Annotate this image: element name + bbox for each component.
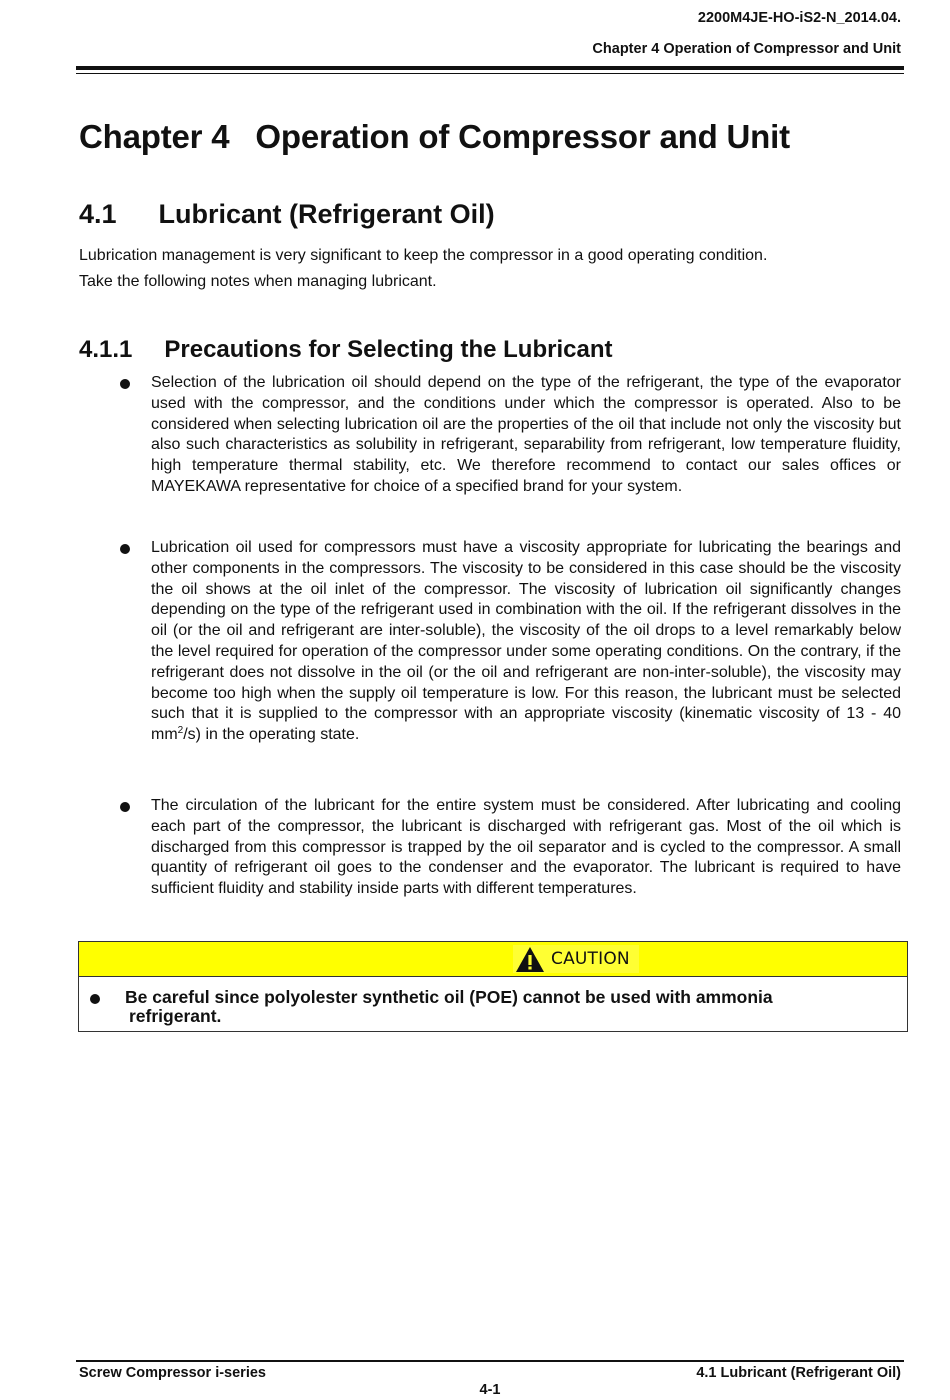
caution-label [513, 945, 639, 973]
header-rule-thick [76, 66, 904, 70]
footer-left: Screw Compressor i-series [79, 1365, 266, 1381]
header-doc-code: 2200M4JE-HO-iS2-N_2014.04. [697, 10, 901, 26]
subsection-title [79, 336, 612, 364]
chapter-number: Chapter 4 [79, 118, 230, 155]
bullet-dot-icon [120, 379, 130, 389]
intro-paragraph: Lubrication management is very significant to keep the compressor in a good operating condition. [79, 247, 768, 264]
bullet-item [151, 373, 901, 498]
section-title [79, 199, 495, 230]
bullet-item [151, 538, 901, 746]
caution-body [79, 977, 907, 1026]
bullet-dot-icon [120, 802, 130, 812]
page-number: 4-1 [479, 1382, 501, 1398]
chapter-title-text: Operation of Compressor and Unit [255, 118, 790, 155]
bullet-dot-icon [120, 544, 130, 554]
header-rule-thin [76, 73, 904, 74]
section-title-text: Lubricant (Refrigerant Oil) [158, 199, 495, 229]
bullet-text: Lubrication oil used for compressors must have a viscosity appropriate for lubricating the bearings and other components in the compressors. The viscosity to be considered in this case should be the viscosity the oil shows at the oil inlet of the compressor. The viscosity of lubrication oil significantly changes depending on the type of the refrigerant used in combination with the oil. If the refrigerant dissolves in the oil (or the oil and refrigerant are inter-soluble), the viscosity of the oil drops to a level remarkably below the level required for operation of the compressor under some operating conditions. On the contrary, if the refrigerant does not dissolve in the oil (or the oil and refrigerant are non-inter-soluble), the viscosity may become too high when the supply oil temperature is low. For this reason, the lubricant must be selected such that it is supplied to the compressor with an appropriate viscosity (kinematic viscosity of 13 - 40 mm [151, 539, 901, 744]
chapter-title [79, 118, 790, 156]
superscript: 2 [177, 725, 184, 737]
bullet-text: The circulation of the lubricant for the entire system must be considered. After lubricating and cooling each part of the compressor, the lubricant is discharged with refrigerant gas. Most of the oil which is discharged from this compressor is trapped by the oil separator and is cycled to the compressor. A small quantity of refrigerant oil goes to the condenser and the evaporator. The lubricant is required to have sufficient fluidity and stability inside parts with different temperatures. [151, 797, 901, 898]
bullet-dot-icon [90, 994, 100, 1004]
footer-right: 4.1 Lubricant (Refrigerant Oil) [696, 1365, 901, 1381]
caution-message-line1: Be careful since polyolester synthetic oil (POE) cannot be used with ammonia [125, 987, 773, 1007]
bullet-text-tail: /s) in the operating state. [183, 726, 360, 744]
caution-header [79, 942, 907, 977]
header-chapter: Chapter 4 Operation of Compressor and Unit [592, 41, 901, 57]
caution-box [78, 941, 908, 1032]
section-intro [79, 243, 909, 295]
caution-text: CAUTION [551, 949, 630, 969]
subsection-number: 4.1.1 [79, 336, 133, 363]
caution-message-line2: refrigerant. [129, 1006, 222, 1026]
intro-paragraph: Take the following notes when managing lubricant. [79, 273, 437, 290]
bullet-text: Selection of the lubrication oil should depend on the type of the refrigerant, the type of the evaporator used with the compressor, and the conditions under which the compressor is operated. Also to be considered when selecting lubrication oil are the properties of the oil that include not only the viscosity but also such characteristics as solubility in refrigerant, separability from refrigerant, low temperature fluidity, high temperature thermal stability, etc. We therefore recommend to contact our sales offices or MAYEKAWA representative for choice of a specified brand for your system. [151, 374, 901, 495]
bullet-item [151, 796, 901, 900]
footer-rule [76, 1360, 904, 1362]
section-number: 4.1 [79, 199, 117, 229]
warning-triangle-icon [515, 946, 545, 973]
subsection-title-text: Precautions for Selecting the Lubricant [164, 336, 613, 363]
